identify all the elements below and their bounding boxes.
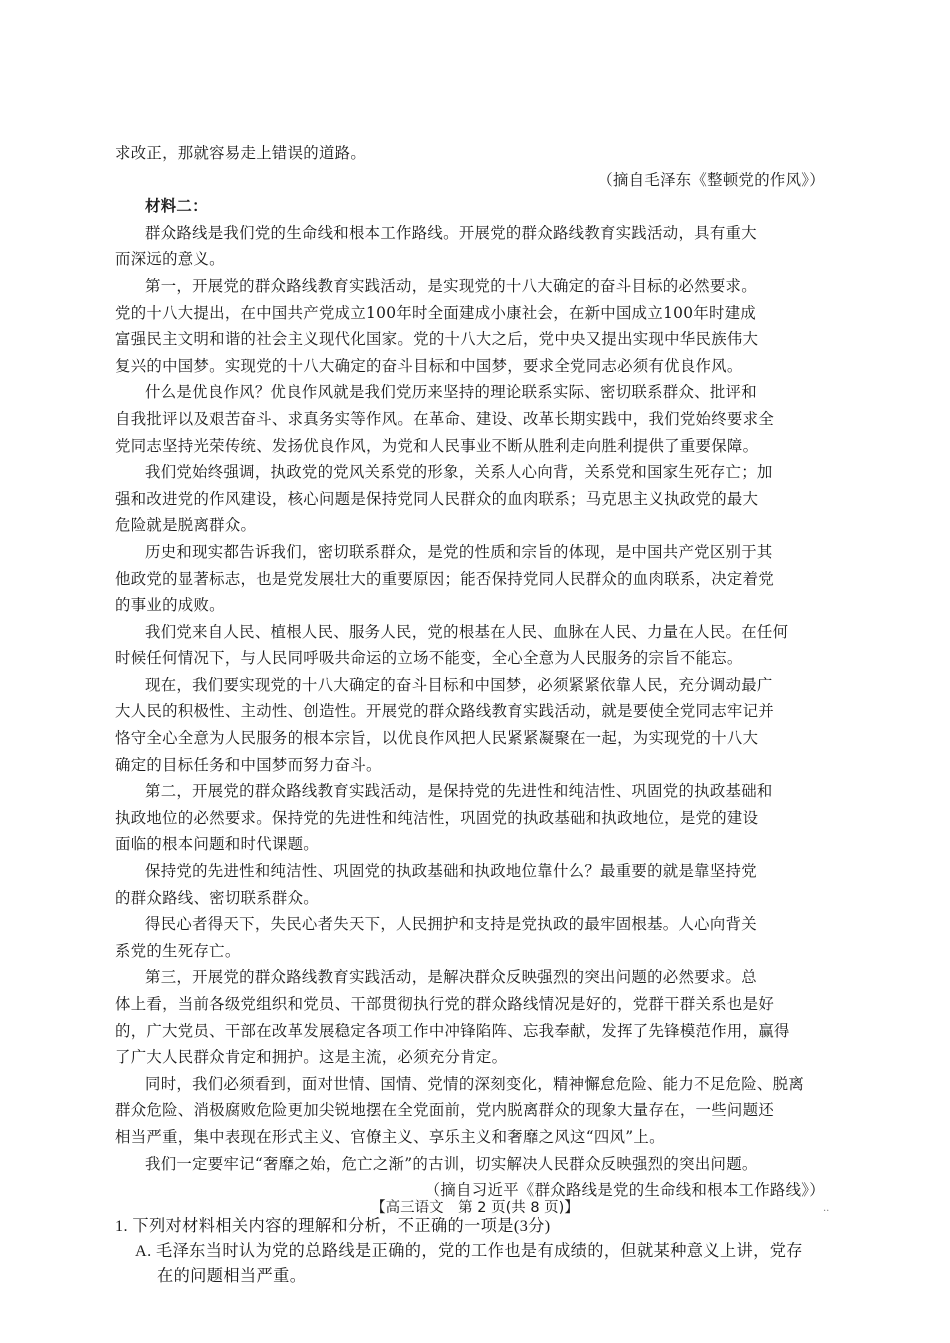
passage-line: 历史和现实都告诉我们，密切联系群众，是党的性质和宗旨的体现，是中国共产党区别于其 bbox=[145, 542, 773, 561]
passage-line: 恪守全心全意为人民服务的根本宗旨，以优良作风把人民紧紧凝聚在一起，为实现党的十八大 bbox=[115, 729, 759, 748]
passage-line: 我们党来自人民、植根人民、服务人民，党的根基在人民、血脉在人民、力量在人民。在任何 bbox=[145, 622, 789, 641]
passage-line: 时候任何情况下，与人民同呼吸共命运的立场不能变，全心全意为人民服务的宗旨不能忘。 bbox=[115, 649, 743, 668]
option-a-line-2: 在的问题相当严重。 bbox=[157, 1266, 307, 1285]
page-footer: 【高三语文 第 2 页(共 8 页)】 bbox=[371, 1200, 579, 1216]
passage-line: 第一，开展党的群众路线教育实践活动，是实现党的十八大确定的奋斗目标的必然要求。 bbox=[145, 276, 757, 295]
passage-line: 党同志坚持光荣传统、发扬优良作风，为党和人民事业不断从胜利走向胜利提供了重要保障。 bbox=[115, 436, 759, 455]
passage-line: 危险就是脱离群众。 bbox=[115, 516, 257, 535]
passage-line: 同时，我们必须看到，面对世情、国情、党情的深刻变化，精神懈怠危险、能力不足危险、脱离 bbox=[145, 1074, 805, 1093]
passage-line: 系党的生死存亡。 bbox=[115, 941, 241, 960]
passage-line: 求改正，那就容易走上错误的道路。 bbox=[115, 144, 367, 162]
option-a-line-1: A. 毛泽东当时认为党的总路线是正确的，党的工作也是有成绩的，但就某种意义上讲，党存 bbox=[135, 1241, 803, 1260]
passage-line: 得民心者得天下，失民心者失天下，人民拥护和支持是党执政的最牢固根基。人心向背关 bbox=[145, 915, 757, 934]
passage-line: 的群众路线、密切联系群众。 bbox=[115, 888, 319, 907]
passage-line: 的事业的成败。 bbox=[115, 596, 225, 615]
passage-line: 的，广大党员、干部在改革发展稳定各项工作中冲锋陷阵、忘我奉献，发挥了先锋模范作用，赢得 bbox=[115, 1021, 790, 1040]
passage-line: 我们一定要牢记“奢靡之始，危亡之渐”的古训，切实解决人民群众反映强烈的突出问题。 bbox=[145, 1154, 758, 1173]
passage-line: 他政党的显著标志，也是党发展壮大的重要原因；能否保持党同人民群众的血肉联系，决定着党 bbox=[115, 569, 775, 588]
passage-line: 我们党始终强调，执政党的党风关系党的形象，关系人心向背，关系党和国家生死存亡；加 bbox=[145, 463, 773, 482]
passage-line: 而深远的意义。 bbox=[115, 250, 225, 269]
passage-line: 确定的目标任务和中国梦而努力奋斗。 bbox=[115, 755, 382, 774]
passage-line: 保持党的先进性和纯洁性、巩固党的执政基础和执政地位靠什么？最重要的就是靠坚持党 bbox=[145, 862, 757, 881]
passage-line: 强和改进党的作风建设，核心问题是保持党同人民群众的血肉联系；马克思主义执政党的最大 bbox=[115, 489, 759, 508]
passage-line: 大人民的积极性、主动性、创造性。开展党的群众路线教育实践活动，就是要使全党同志牢记并 bbox=[115, 702, 775, 721]
passage-line: 群众危险、消极腐败危险更加尖锐地摆在全党面前，党内脱离群众的现象大量存在，一些问题还 bbox=[115, 1101, 775, 1120]
passage-line: 党的十八大提出，在中国共产党成立100年时全面建成小康社会，在新中国成立100年时建成 bbox=[115, 303, 757, 322]
passage-line: 复兴的中国梦。实现党的十八大确定的奋斗目标和中国梦，要求全党同志必须有优良作风。 bbox=[115, 356, 743, 375]
passage-line: （摘自习近平《群众路线是党的生命线和根本工作路线》） bbox=[424, 1181, 825, 1200]
passage-line: 什么是优良作风？优良作风就是我们党历来坚持的理论联系实际、密切联系群众、批评和 bbox=[145, 383, 757, 402]
passage-line: 了广大人民群众肯定和拥护。这是主流，必须充分肯定。 bbox=[115, 1048, 508, 1067]
passage-body bbox=[115, 140, 825, 1289]
passage-line: 面临的根本问题和时代课题。 bbox=[115, 835, 319, 854]
passage-line: （摘自毛泽东《整顿党的作风》） bbox=[597, 170, 825, 189]
passage-line: 群众路线是我们党的生命线和根本工作路线。开展党的群众路线教育实践活动，具有重大 bbox=[145, 223, 757, 242]
passage-lines bbox=[115, 140, 825, 1204]
question-stem: 1. 下列对材料相关内容的理解和分析，不正确的一项是(3分) bbox=[115, 1216, 551, 1235]
passage-line: 第三，开展党的群众路线教育实践活动，是解决群众反映强烈的突出问题的必然要求。总 bbox=[145, 968, 757, 987]
passage-line: 体上看，当前各级党组织和党员、干部贯彻执行党的群众路线情况是好的，党群干群关系也是好 bbox=[115, 995, 775, 1013]
passage-line: 执政地位的必然要求。保持党的先进性和纯洁性，巩固党的执政基础和执政地位，是党的建设 bbox=[115, 808, 759, 827]
passage-line: 第二，开展党的群众路线教育实践活动，是保持党的先进性和纯洁性、巩固党的执政基础和 bbox=[145, 782, 773, 801]
passage-line: 富强民主文明和谐的社会主义现代化国家。党的十八大之后，党中央又提出实现中华民族伟大 bbox=[115, 330, 759, 349]
corner-mark: .. bbox=[823, 1203, 830, 1214]
passage-line: 材料二： bbox=[145, 197, 208, 216]
passage-line: 现在，我们要实现党的十八大确定的奋斗目标和中国梦，必须紧紧依靠人民，充分调动最广 bbox=[145, 675, 773, 694]
passage-line: 相当严重，集中表现在形式主义、官僚主义、享乐主义和奢靡之风这“四风”上。 bbox=[115, 1127, 665, 1146]
passage-line: 自我批评以及艰苦奋斗、求真务实等作风。在革命、建设、改革长期实践中，我们党始终要求全 bbox=[115, 409, 775, 428]
